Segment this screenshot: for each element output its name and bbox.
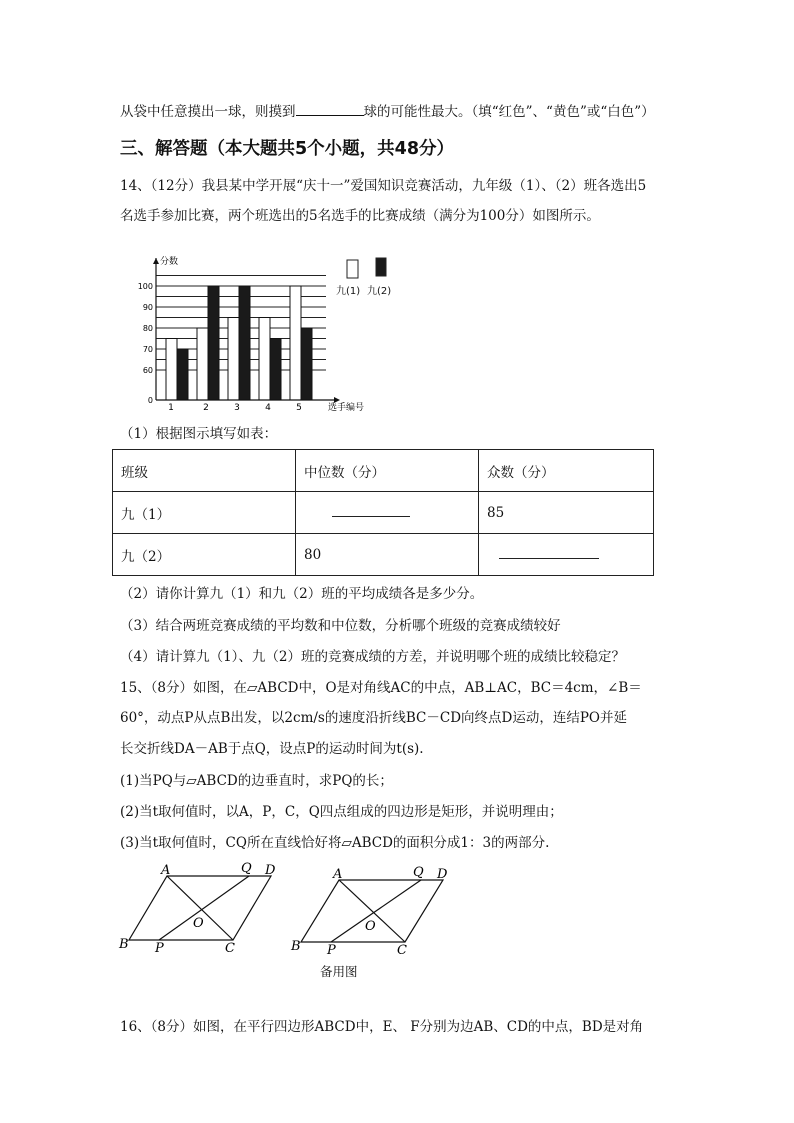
table-row	[113, 492, 654, 534]
q15-part2: (2)当t取何值时，以A，P，C，Q四点组成的四边形是矩形，并说明理由；	[120, 804, 563, 820]
legend-label-class1: 九(1)	[336, 286, 361, 297]
table-header-row	[113, 450, 654, 492]
y-tick-label: 80	[142, 324, 153, 333]
legend-label-class2: 九(2)	[367, 286, 392, 297]
bar-class2	[270, 339, 281, 401]
answer-blank	[332, 504, 410, 517]
table-row	[113, 534, 654, 576]
y-tick-label: 70	[142, 345, 153, 354]
bar-class2	[301, 328, 312, 400]
label-d: D	[437, 867, 448, 882]
segment-pq	[331, 880, 421, 942]
label-b: B	[119, 937, 129, 952]
segment-pq	[159, 876, 249, 940]
q14-sub2: （2）请你计算九（1）和九（2）班的平均成绩各是多少分。	[120, 586, 484, 602]
x-tick-label: 3	[234, 403, 240, 413]
answer-blank	[499, 546, 599, 559]
label-q: Q	[241, 861, 252, 876]
bar-class2	[177, 349, 188, 400]
label-q: Q	[413, 865, 424, 880]
label-o: O	[193, 916, 204, 931]
q15-part1: (1)当PQ与▱ABCD的边垂直时，求PQ的长；	[120, 773, 393, 789]
x-axis-label: 选手编号	[328, 403, 365, 413]
x-tick-label: 2	[203, 403, 209, 413]
bar-class1	[290, 286, 301, 400]
q15-line3: 长交折线DA－AB于点Q，设点P的运动时间为t(s).	[120, 741, 424, 757]
q14-line2: 名选手参加比赛，两个班选出的5名选手的比赛成绩（满分为100分）如图所示。	[120, 208, 600, 224]
table-cell-class: 九（2）	[113, 534, 296, 576]
x-tick-label: 1	[168, 403, 174, 413]
table-cell-median: 80	[296, 534, 479, 576]
score-table	[112, 449, 654, 576]
y-axis-label: 分数	[160, 257, 179, 267]
label-d: D	[265, 863, 276, 878]
label-c: C	[397, 943, 407, 958]
table-header-cell: 班级	[113, 450, 296, 492]
spare-figure-caption: 备用图	[320, 964, 358, 979]
table-header-cell: 众数（分）	[479, 450, 654, 492]
x-tick-label: 5	[296, 403, 302, 413]
q15-part3: (3)当t取何值时，CQ所在直线恰好将▱ABCD的面积分成1：3的两部分.	[120, 835, 550, 851]
chart-legend	[336, 256, 406, 296]
table-header-cell: 中位数（分）	[296, 450, 479, 492]
parallelogram-figure	[115, 860, 285, 960]
y-tick-label: 60	[142, 366, 153, 375]
intro-line: 从袋中任意摸出一球，则摸到 球的可能性最大。（填“红色”、“黄色”或“白色”）	[120, 101, 655, 122]
label-o: O	[365, 919, 376, 934]
table-cell-class: 九（1）	[113, 492, 296, 534]
bar-class1	[259, 318, 270, 401]
q14-sub3: （3）结合两班竞赛成绩的平均数和中位数，分析哪个班级的竞赛成绩较好	[120, 618, 561, 634]
bar-class2	[208, 286, 219, 400]
x-tick-label: 4	[265, 403, 271, 413]
q14-line1: 14、（12分）我县某中学开展“庆十一”爱国知识竞赛活动，九年级（1）、（2）班各选出5	[120, 178, 647, 194]
label-p: P	[155, 941, 164, 956]
label-b: B	[291, 939, 301, 954]
table-cell-mode	[479, 534, 654, 576]
y-tick-label: 0	[147, 396, 153, 405]
q15-line2: 60°，动点P从点B出发，以2cm/s的速度沿折线BC－CD向终点D运动，连结PO并延	[120, 710, 627, 726]
table-cell-mode: 85	[479, 492, 654, 534]
bar-class1	[197, 328, 208, 400]
y-tick-label: 90	[142, 303, 153, 312]
q14-sub4: （4）请计算九（1）、九（2）班的竞赛成绩的方差，并说明哪个班的成绩比较稳定？	[120, 649, 626, 665]
label-a: A	[333, 867, 343, 882]
legend-swatch-class1	[347, 260, 358, 278]
q14-sub1: （1）根据图示填写如表：	[120, 426, 278, 442]
label-c: C	[225, 941, 235, 956]
q15-line1: 15、（8分）如图，在▱ABCD中，O是对角线AC的中点，AB⊥AC，BC＝4cm，∠B＝	[120, 680, 642, 696]
bar-class1	[228, 318, 239, 401]
q16-line1: 16、（8分）如图，在平行四边形ABCD中，E、 F分别为边AB、CD的中点，BD是对角	[120, 1019, 644, 1035]
label-a: A	[161, 863, 171, 878]
y-axis-arrow	[153, 258, 159, 264]
bar-class1	[166, 339, 177, 401]
label-p: P	[327, 943, 336, 958]
table-cell-median	[296, 492, 479, 534]
bar-class2	[239, 286, 250, 400]
section-title: 三、解答题（本大题共5个小题，共48分）	[120, 139, 455, 159]
parallelogram-spare-figure	[287, 862, 457, 962]
answer-blank	[296, 101, 364, 116]
y-tick-label: 100	[137, 282, 153, 291]
legend-swatch-class2	[376, 258, 386, 276]
